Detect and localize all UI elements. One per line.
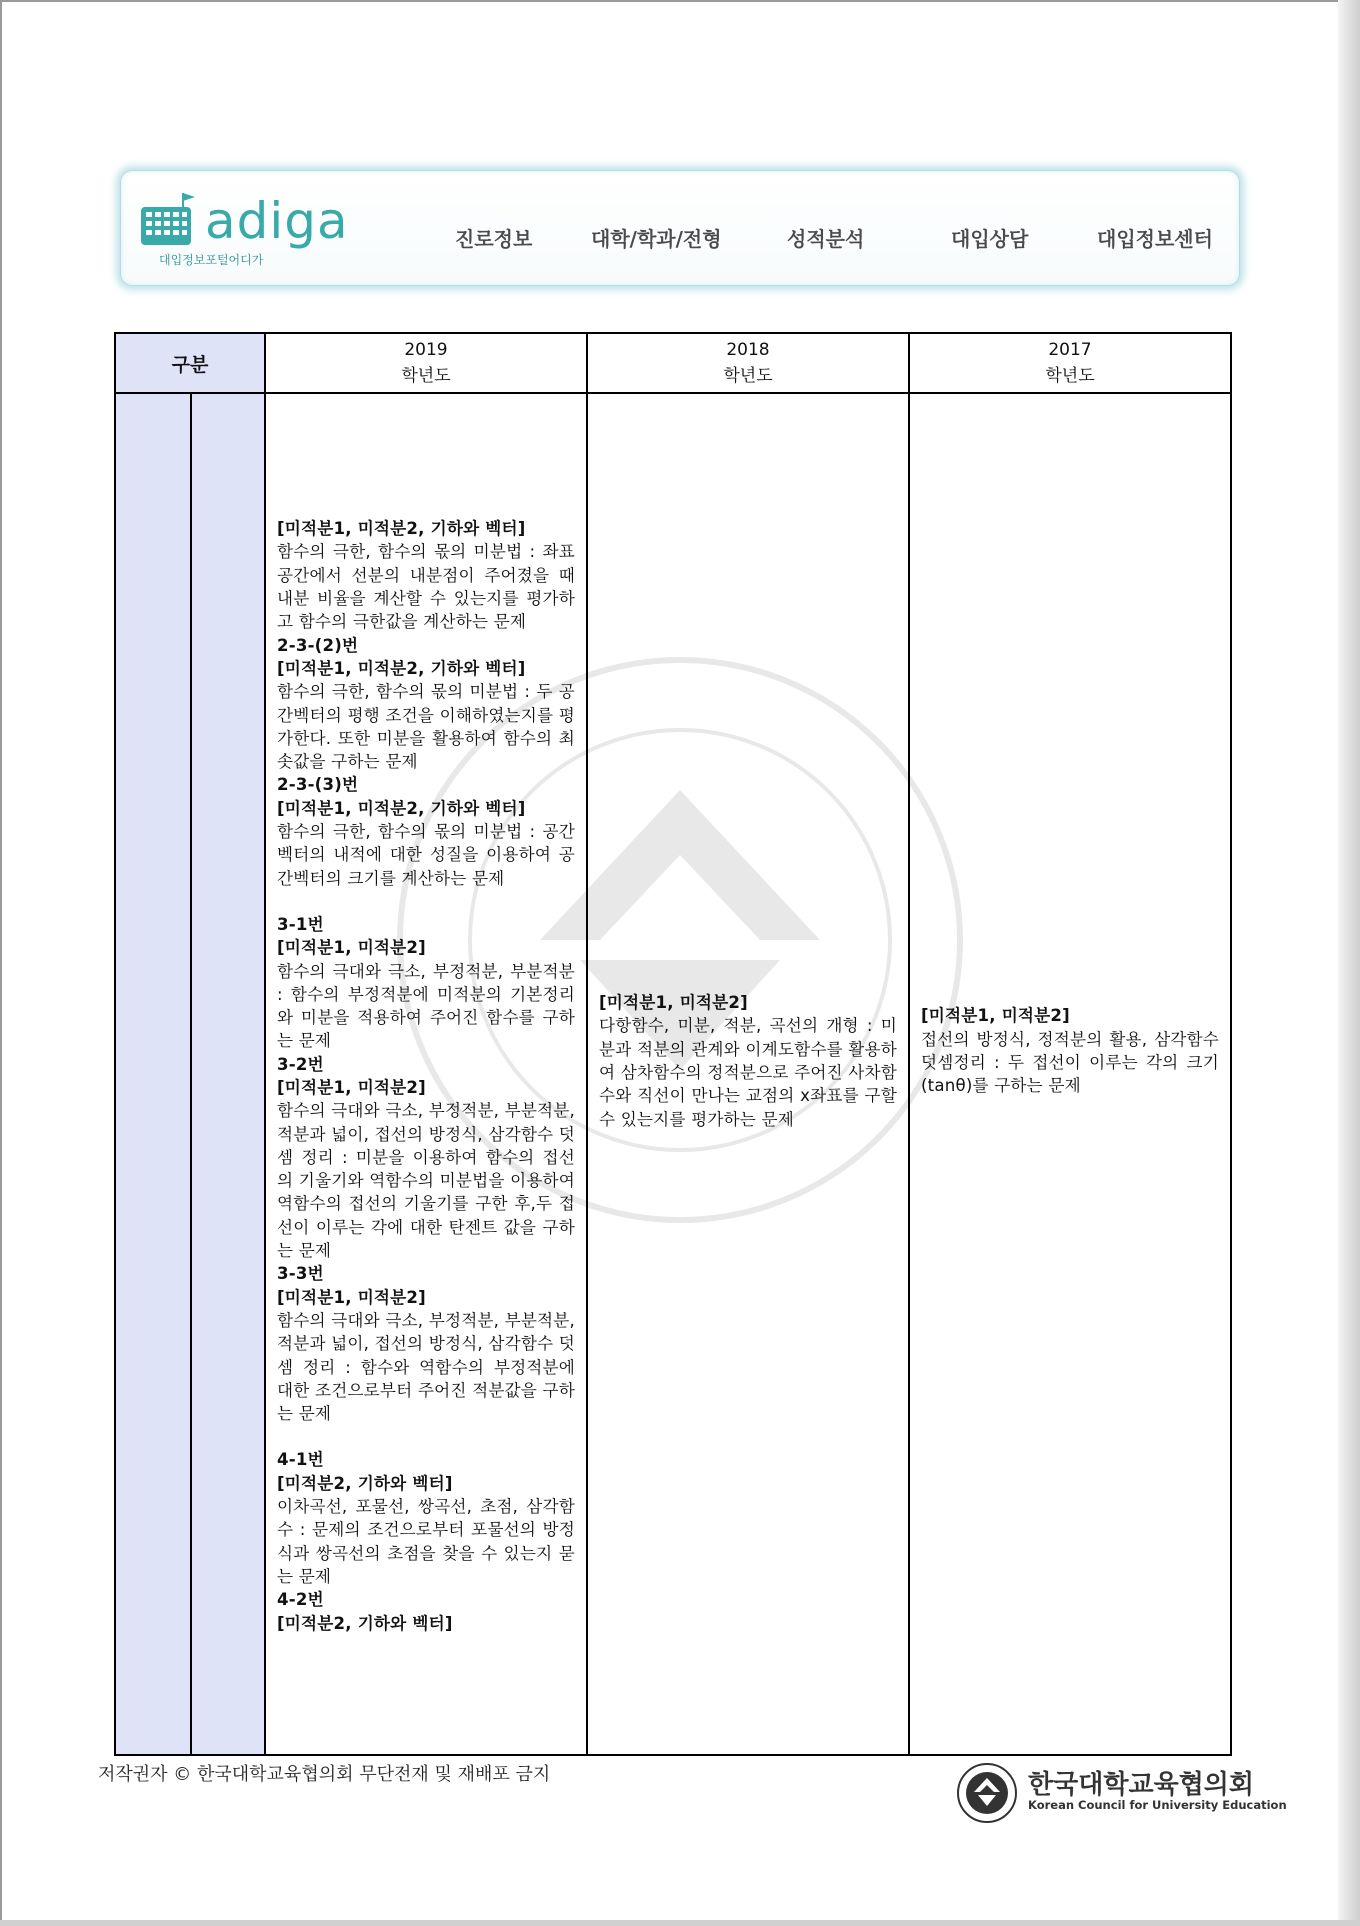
item-tag: [미적분2, 기하와 벡터] [277,1473,453,1493]
kcue-logo [956,1762,1287,1822]
item-text: 이차곡선, 포물선, 쌍곡선, 초점, 삼각함수 : 문제의 조건으로부터 포물선의 방정식과 쌍곡선의 초점을 찾을 수 있는지 묻는 문제 [277,1497,575,1586]
header-2018 [587,333,909,393]
item-tag: [미적분1, 미적분2] [599,993,748,1013]
org-name-korean: 한국대학교육협의회 [1028,1770,1255,1800]
item-number: 2-3-(3)번 [277,775,359,795]
item-number: 4-1번 [277,1450,324,1470]
item-tag: [미적분1, 미적분2, 기하와 벡터] [277,658,526,678]
exam-comparison-table [114,332,1232,1756]
header-2019 [265,333,587,393]
header-2019-label: 학년도 [401,366,451,386]
item-text: 함수의 극대와 극소, 부정적분, 부분적분, 적분과 넓이, 접선의 방정식, 삼각함수 덧셈 정리 : 함수와 역함수의 부정적분에 대한 조건으로부터 주어진 적분값을 구하는 문제 [277,1310,575,1424]
item-text: 함수의 극대와 극소, 부정적분, 부분적분, 적분과 넓이, 접선의 방정식, 삼각함수 덧셈 정리 : 미분을 이용하여 함수의 접선의 기울기와 역함수의 미분법을 이용하여 역함수의 접선의 기울기를 구한 후,두 접선이 이루는 각에 대한 탄젠트 값을 구하는 문제 [277,1101,575,1261]
nav-item-university[interactable]: 대학/학과/전형 [591,227,722,251]
spacer [277,890,575,913]
item-tag: [미적분1, 미적분2, 기하와 벡터] [277,519,526,539]
main-nav [121,223,1239,253]
spacer [277,1425,575,1448]
logo-subtitle: 대입정보포털어디가 [159,253,264,267]
header-2017-label: 학년도 [1045,366,1095,386]
item-text: 함수의 극한, 함수의 몫의 미분법 : 두 공간벡터의 평행 조건을 이해하였는지를 평가한다. 또한 미분을 활용하여 함수의 최솟값을 구하는 문제 [277,682,575,772]
item-tag: [미적분1, 미적분2] [277,1078,426,1097]
table-header-row [115,333,1231,393]
table-body-row [115,393,1231,1755]
header-2017-year: 2017 [1048,340,1092,360]
cell-2018-content [589,987,907,1131]
page-shadow [1338,0,1360,1926]
nav-item-consulting[interactable]: 대입상담 [951,227,1029,251]
nav-item-career[interactable]: 진로정보 [455,227,533,251]
cell-2017 [909,393,1231,1755]
item-tag: [미적분1, 미적분2] [277,938,426,958]
item-tag: [미적분2, 기하와 벡터] [277,1613,453,1633]
item-text: 다항함수, 미분, 적분, 곡선의 개형 : 미분과 적분의 관계와 이계도함수를 활용하여 삼차함수의 정적분으로 주어진 사차함수와 직선이 만나는 교점의 x좌표를 구할 수 있는지를 평가하는 문제 [599,1016,897,1129]
item-text: 함수의 극한, 함수의 몫의 미분법 : 공간벡터의 내적에 대한 성질을 이용하여 공간벡터의 크기를 계산하는 문제 [277,822,575,888]
cell-2017-content [911,1000,1229,1097]
page-shadow-bottom [0,1920,1360,1926]
item-number: 3-1번 [277,914,324,934]
item-number: 4-2번 [277,1590,324,1610]
nav-item-grade-analysis[interactable]: 성적분석 [787,227,865,251]
category-cell-2 [191,393,265,1755]
header-2019-year: 2019 [404,340,448,360]
header-2018-label: 학년도 [723,366,773,386]
item-tag: [미적분1, 미적분2] [921,1006,1070,1026]
category-cell-1 [115,393,191,1755]
header-banner [120,170,1240,286]
header-2018-year: 2018 [726,340,770,360]
nav-item-info-center[interactable]: 대입정보센터 [1097,227,1213,251]
cell-2018 [587,393,909,1755]
item-number: 2-3-(2)번 [277,635,359,655]
cell-2019 [265,393,587,1755]
cell-2019-content [267,513,585,1635]
header-2017 [909,333,1231,393]
kcue-seal-icon [956,1762,1018,1824]
item-number: 3-3번 [277,1264,324,1284]
item-text: 접선의 방정식, 정적분의 활용, 삼각함수 덧셈정리 : 두 접선이 이루는 각의 크기 (tanθ)를 구하는 문제 [921,1029,1219,1096]
item-tag: [미적분1, 미적분2] [277,1287,426,1307]
item-text: 함수의 극대와 극소, 부정적분, 부분적분 : 함수의 부정적분에 미적분의 기본정리와 미분을 적용하여 주어진 함수를 구하는 문제 [277,961,575,1051]
logo-wordmark: adiga [205,192,349,250]
item-text: 함수의 극한, 함수의 몫의 미분법 : 좌표공간에서 선분의 내분점이 주어졌을 때 내분 비율을 계산할 수 있는지를 평가하고 함수의 극한값을 계산하는 문제 [277,542,575,632]
item-tag: [미적분1, 미적분2, 기하와 벡터] [277,798,526,818]
copyright-notice: 저작권자 © 한국대학교육협의회 무단전재 및 재배포 금지 [98,1764,551,1785]
org-name-english: Korean Council for University Education [1028,1798,1287,1812]
item-number: 3-2번 [277,1054,324,1074]
header-category: 구분 [115,333,265,393]
